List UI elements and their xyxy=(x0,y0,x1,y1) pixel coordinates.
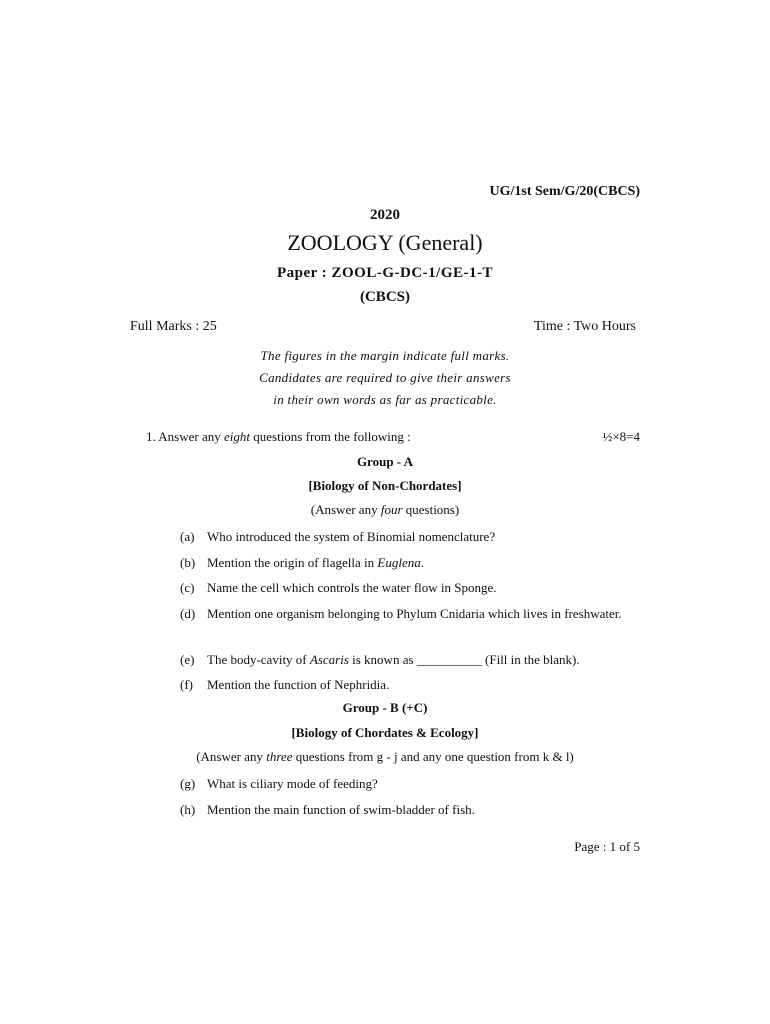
question-item xyxy=(180,774,640,794)
group-a-title: Group - A xyxy=(356,454,414,469)
item-text: Mention the origin of flagella in xyxy=(207,555,378,570)
group-a-subtitle: [Biology of Non-Chordates] xyxy=(308,478,462,493)
item-label: (e) xyxy=(180,652,195,667)
question-item xyxy=(180,650,640,670)
question-1-prefix: 1. Answer any xyxy=(146,429,224,444)
question-item xyxy=(180,578,640,598)
item-label: (a) xyxy=(180,529,195,544)
item-label: (h) xyxy=(180,802,196,817)
exam-year: 2020 xyxy=(370,207,400,223)
question-1 xyxy=(146,429,411,445)
scheme-label: (CBCS) xyxy=(359,289,410,305)
paper-code: UG/1st Sem/G/20(CBCS) xyxy=(489,184,640,199)
question-1-marks: ½×8=4 xyxy=(602,429,640,444)
group-b-title: Group - B (+C) xyxy=(342,700,428,715)
group-b-note-prefix: (Answer any xyxy=(196,749,267,764)
page-number: Page : 1 of 5 xyxy=(574,839,640,854)
item-label: (c) xyxy=(180,580,195,595)
item-text-emphasis: Ascaris xyxy=(309,652,349,667)
group-a-note-emphasis: four xyxy=(380,502,403,517)
question-item xyxy=(180,553,640,573)
instruction-line-1: The figures in the margin indicate full marks. xyxy=(260,348,510,363)
group-b-note-emphasis: three xyxy=(266,749,293,764)
question-item xyxy=(180,604,640,624)
full-marks: Full Marks : 25 xyxy=(130,319,217,334)
paper-name: Paper : ZOOL-G-DC-1/GE-1-T xyxy=(276,265,494,281)
question-item xyxy=(180,800,640,820)
question-1-suffix: questions from the following : xyxy=(250,429,411,444)
item-text: The body-cavity of xyxy=(207,652,310,667)
instruction-line-3: in their own words as far as practicable. xyxy=(273,392,497,407)
question-item xyxy=(180,527,640,547)
item-label: (f) xyxy=(180,677,193,692)
item-text-emphasis: Euglena xyxy=(377,555,421,570)
item-text: Mention the function of Nephridia. xyxy=(207,677,390,692)
item-text: Mention the main function of swim-bladder of fish. xyxy=(207,802,475,817)
item-text-end: . xyxy=(420,555,424,570)
group-b-subtitle: [Biology of Chordates & Ecology] xyxy=(291,725,479,740)
item-label: (g) xyxy=(180,776,196,791)
item-label: (d) xyxy=(180,606,196,621)
group-b-note xyxy=(0,749,770,765)
group-a-note-suffix: questions) xyxy=(402,502,460,517)
group-a-note-prefix: (Answer any xyxy=(310,502,381,517)
instruction-line-2: Candidates are required to give their answers xyxy=(259,370,511,385)
question-1-emphasis: eight xyxy=(224,429,250,444)
group-a-note xyxy=(0,502,770,518)
item-text: Who introduced the system of Binomial nomenclature? xyxy=(207,529,496,544)
item-text: Name the cell which controls the water flow in Sponge. xyxy=(207,580,497,595)
item-label: (b) xyxy=(180,555,196,570)
item-text: What is ciliary mode of feeding? xyxy=(207,776,378,791)
question-item xyxy=(180,675,640,695)
time-allowed: Time : Two Hours xyxy=(533,319,636,334)
subject-title: ZOOLOGY (General) xyxy=(287,230,483,255)
item-text-end: is known as __________ (Fill in the blank). xyxy=(348,652,580,667)
item-text: Mention one organism belonging to Phylum Cnidaria which lives in freshwater. xyxy=(207,606,622,621)
group-b-note-suffix: questions from g - j and any one question from k & l) xyxy=(292,749,574,764)
